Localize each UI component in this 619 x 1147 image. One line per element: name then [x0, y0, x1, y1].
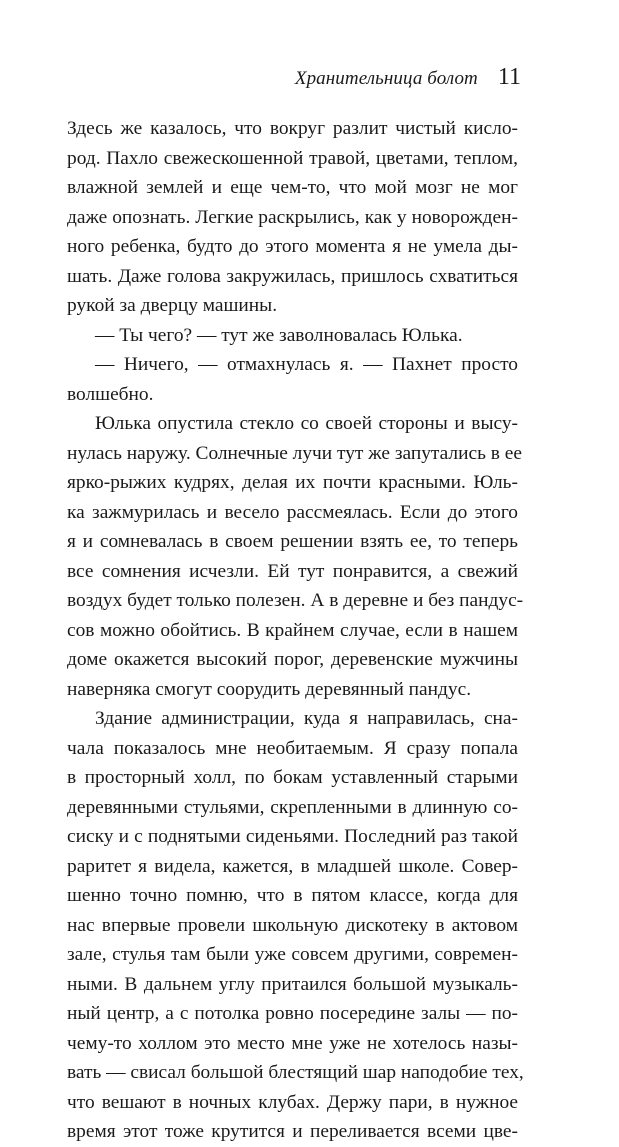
text-line: рукой за дверцу машины. [67, 295, 278, 316]
text-line: род. Пахло свежескошенной травой, цветами, теплом, [67, 147, 518, 169]
text-line: ный центр, а с потолка ровно посередине залы — по- [67, 1003, 518, 1024]
text-line: ка зажмурилась и весело рассмеялась. Если до этого [67, 501, 518, 523]
text-line: даже опознать. Легкие раскрылись, как у новорожден- [67, 206, 518, 228]
text-line: воздух будет только полезен. А в деревне и без пандус- [67, 590, 524, 611]
text-line: Здание администрации, куда я направилась, сна- [95, 708, 518, 729]
text-line: зале, стулья там были уже совсем другими, современ- [67, 944, 518, 965]
body-text [67, 114, 524, 1147]
running-head [295, 64, 521, 91]
text-line: деревянными стульями, скрепленными в длинную со- [67, 796, 518, 818]
text-line: все сомнения исчезли. Ей тут понравится, а свежий [67, 560, 518, 582]
running-title: Хранительница болот [294, 68, 478, 89]
text-line: — Ничего, — отмахнулась я. — Пахнет просто [95, 354, 518, 375]
text-line: сиску и с поднятыми сиденьями. Последний раз такой [67, 826, 518, 847]
text-line: я и сомневалась в своем решении взять ее, то теперь [67, 531, 518, 552]
text-line: ными. В дальнем углу притаился большой музыкаль- [67, 973, 518, 995]
text-line: Юлька опустила стекло со своей стороны и высу- [95, 413, 518, 434]
text-line: ярко-рыжих кудрях, делая их почти красными. Юль- [67, 472, 518, 493]
text-line: Здесь же казалось, что вокруг разлит чистый кисло- [67, 118, 518, 139]
text-line: вать — свисал большой блестящий шар наподобие тех, [67, 1062, 524, 1083]
text-line: нас впервые провели школьную дискотеку в актовом [67, 914, 518, 936]
page-number: 11 [497, 64, 521, 90]
text-line: — Ты чего? — тут же заволновалась Юлька. [95, 324, 463, 346]
text-line: что вешают в ночных клубах. Держу пари, в нужное [67, 1091, 518, 1113]
text-line: в просторный холл, по бокам уставленный старыми [67, 767, 518, 788]
text-line: сов можно обойтись. В крайнем случае, если в нашем [67, 619, 518, 641]
text-line: чала показалось мне необитаемым. Я сразу попала [67, 737, 518, 759]
text-line: чему-то холлом это место мне уже не хотелось назы- [67, 1032, 518, 1054]
text-line: ного ребенка, будто до этого момента я не умела ды- [67, 236, 518, 257]
text-line: шать. Даже голова закружилась, пришлось схватиться [67, 265, 518, 287]
text-line: волшебно. [67, 383, 154, 405]
text-line: шенно точно помню, что в пятом классе, когда для [67, 885, 518, 906]
text-line: влажной землей и еще чем-то, что мой мозг не мог [67, 177, 518, 198]
text-line: доме окажется высокий порог, деревенские мужчины [67, 649, 518, 670]
text-line: наверняка смогут соорудить деревянный пандус. [67, 678, 472, 700]
text-line: время этот тоже крутится и переливается всеми цве- [67, 1121, 518, 1142]
text-line: раритет я видела, кажется, в младшей школе. Совер- [67, 855, 518, 877]
text-line: нулась наружу. Солнечные лучи тут же запутались в ее [67, 442, 522, 464]
